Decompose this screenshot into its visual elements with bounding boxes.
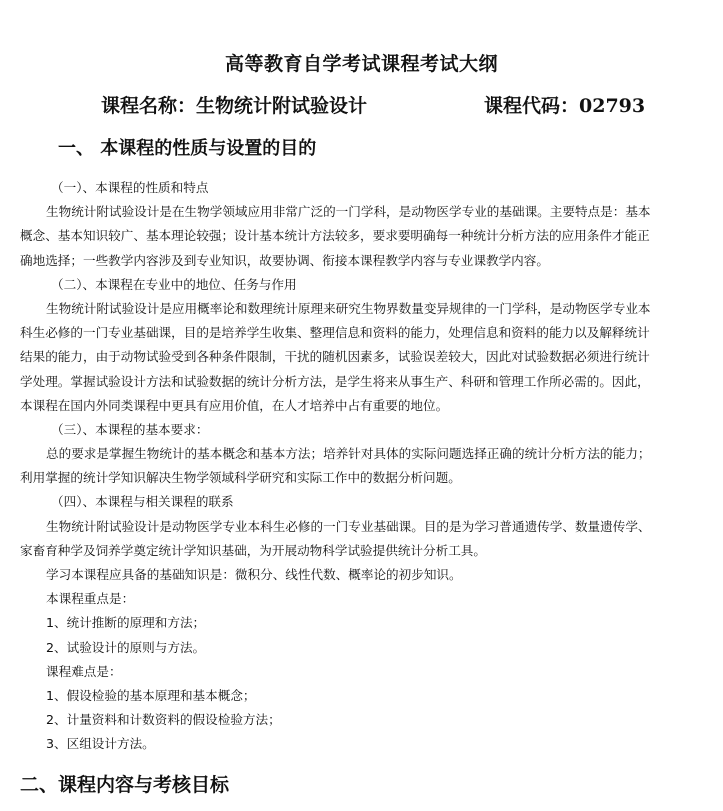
difficult-point-item: 1、假设检验的基本原理和基本概念； <box>46 687 256 703</box>
paragraph-line: 本课程在国内外同类课程中更具有应用价值，在人才培养中占有重要的地位。 <box>20 397 449 413</box>
subsection-1-title: （一）、本课程的性质和特点 <box>51 180 209 195</box>
key-point-item: 1、统计推断的原理和方法； <box>46 615 206 631</box>
key-points-title: 本课程重点是： <box>46 591 135 607</box>
difficult-point-item: 3、区组设计方法。 <box>46 736 155 752</box>
difficult-points-title: 课程难点是： <box>46 663 122 679</box>
course-name: 课程名称：生物统计附试验设计 <box>101 95 368 117</box>
paragraph-line: 家畜育种学及饲养学奠定统计学知识基础，为开展动物科学试验提供统计分析工具。 <box>20 542 486 558</box>
paragraph-line: 生物统计附试验设计是应用概率论和数理统计原理来研究生物界数量变异规律的一门学科，是动物医学专业本 <box>46 300 651 316</box>
course-info-line <box>0 91 723 119</box>
section-2-heading: 二、课程内容与考核目标 <box>20 774 230 796</box>
section-1-body <box>20 176 723 757</box>
subsection-4-title: （四）、本课程与相关课程的联系 <box>51 494 234 510</box>
paragraph-line: 利用掌握的统计学知识解决生物学领域科学研究和实际工作中的数据分析问题。 <box>20 470 461 486</box>
paragraph-line: 生物统计附试验设计是动物医学专业本科生必修的一门专业基础课。目的是为学习普通遗传学、数量遗传学、 <box>46 518 651 534</box>
difficult-point-item: 2、计量资料和计数资料的假设检验方法； <box>46 712 281 728</box>
paragraph-line: 总的要求是掌握生物统计的基本概念和基本方法；培养针对具体的实际问题选择正确的统计分析方法的能力； <box>46 446 651 462</box>
paragraph-line: 确地选择；一些教学内容涉及到专业知识，故要协调、衔接本课程教学内容与专业课教学内容。 <box>20 252 549 268</box>
key-point-item: 2、试验设计的原则与方法。 <box>46 639 206 655</box>
prerequisite-line: 学习本课程应具备的基础知识是：微积分、线性代数、概率论的初步知识。 <box>46 567 462 582</box>
paragraph-line: 结果的能力，由于动物试验受到各种条件限制，干扰的随机因素多，试验误差较大，因此对试验数据必须进行统计 <box>20 349 650 365</box>
document-title: 高等教育自学考试课程考试大纲 <box>224 53 498 75</box>
paragraph-line: 概念、基本知识较广、基本理论较强；设计基本统计方法较多，要求要明确每一种统计分析方法的应用条件才能正 <box>20 228 650 244</box>
course-code: 课程代码：02793 <box>484 95 646 117</box>
paragraph-line: 学处理。掌握试验设计方法和试验数据的统计分析方法，是学生将来从事生产、科研和管理工作所必需的。因此， <box>20 373 650 389</box>
section-1-heading: 一、 本课程的性质与设置的目的 <box>58 138 317 159</box>
paragraph-line: 科生必修的一门专业基础课，目的是培养学生收集、整理信息和资料的能力，处理信息和资料的能力以及解释统计 <box>20 325 650 341</box>
paragraph-line: 生物统计附试验设计是在生物学领域应用非常广泛的一门学科，是动物医学专业的基础课。主要特点是：基本 <box>46 204 651 220</box>
subsection-2-title: （二）、本课程在专业中的地位、任务与作用 <box>51 276 297 292</box>
subsection-3-title: （三）、本课程的基本要求： <box>51 421 209 437</box>
